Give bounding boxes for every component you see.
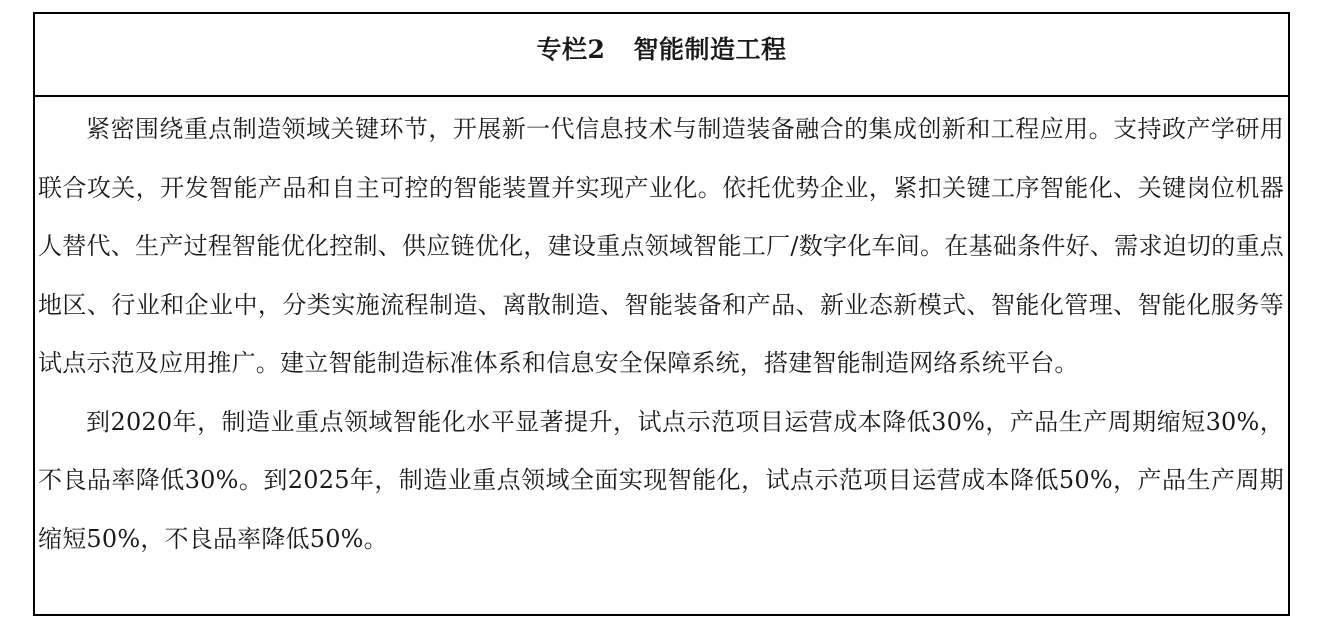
column-header <box>35 14 1288 97</box>
paragraph: 紧密围绕重点制造领域关键环节，开展新一代信息技术与制造装备融合的集成创新和工程应用。支持政产学研用联合攻关，开发智能产品和自主可控的智能装置并实现产业化。依托优势企业，紧扣关键工序智能化、关键岗位机器人替代、生产过程智能优化控制、供应链优化，建设重点领域智能工厂/数字化车间。在基础条件好、需求迫切的重点地区、行业和企业中，分类实施流程制造、离散制造、智能装备和产品、新业态新模式、智能化管理、智能化服务等试点示范及应用推广。建立智能制造标准体系和信息安全保障系统，搭建智能制造网络系统平台。 <box>38 115 1284 377</box>
column-body <box>35 100 1288 568</box>
paragraph: 到2020年，制造业重点领域智能化水平显著提升，试点示范项目运营成本降低30%，产品生产周期缩短30%，不良品率降低30%。到2025年，制造业重点领域全面实现智能化，试点示范项目运营成本降低50%，产品生产周期缩短50%，不良品率降低50%。 <box>38 407 1284 553</box>
column-box <box>33 12 1290 616</box>
column-title-text: 智能制造工程 <box>633 35 787 64</box>
column-title <box>537 35 787 64</box>
column-label: 专栏2 <box>536 35 606 64</box>
